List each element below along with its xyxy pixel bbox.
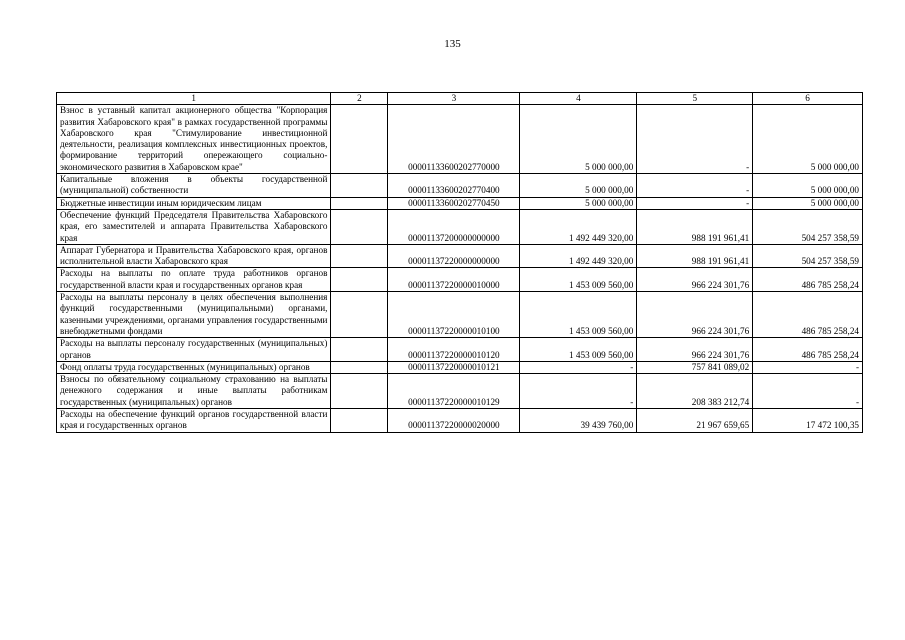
column-2-cell	[331, 197, 388, 209]
header-row	[57, 93, 863, 105]
table-row	[57, 174, 863, 198]
column-header-1: 1	[57, 93, 331, 105]
budget-code: 00001137220000010000	[388, 268, 520, 292]
value-col-5: 21 967 659,65	[637, 409, 753, 433]
value-col-5: 988 191 961,41	[637, 209, 753, 244]
column-2-cell	[331, 409, 388, 433]
column-header-5: 5	[637, 93, 753, 105]
value-col-4: 1 453 009 560,00	[520, 268, 637, 292]
value-col-4: 1 453 009 560,00	[520, 338, 637, 362]
item-name: Расходы на обеспечение функций органов государственной власти края и государственных органов	[57, 409, 331, 433]
budget-code: 00001137220000010121	[388, 361, 520, 373]
value-col-6: 504 257 358,59	[753, 209, 863, 244]
budget-code: 00001137220000010120	[388, 338, 520, 362]
value-col-4: 1 492 449 320,00	[520, 244, 637, 268]
table-row	[57, 374, 863, 409]
value-col-6: 17 472 100,35	[753, 409, 863, 433]
value-col-6: -	[753, 361, 863, 373]
column-2-cell	[331, 361, 388, 373]
column-header-2: 2	[331, 93, 388, 105]
budget-code: 00001137220000010100	[388, 292, 520, 338]
table-row	[57, 292, 863, 338]
table-row	[57, 105, 863, 174]
value-col-5: 966 224 301,76	[637, 268, 753, 292]
value-col-6: 486 785 258,24	[753, 338, 863, 362]
value-col-6: 504 257 358,59	[753, 244, 863, 268]
table-row	[57, 338, 863, 362]
value-col-6: 486 785 258,24	[753, 268, 863, 292]
table-row	[57, 197, 863, 209]
value-col-5: -	[637, 197, 753, 209]
item-name: Взнос в уставный капитал акционерного общества "Корпорация развития Хабаровского края" в рамках государственной программы Хабаровского края "Стимулирование инвестиционной деятельности, реализация комплексных инвестиционных проектов, формирование территорий опережающего социально-экономического развития в Хабаровском крае"	[57, 105, 331, 174]
item-name: Капитальные вложения в объекты государственной (муниципальной) собственности	[57, 174, 331, 198]
item-name: Аппарат Губернатора и Правительства Хабаровского края, органов исполнительной власти Хабаровского края	[57, 244, 331, 268]
value-col-6: 5 000 000,00	[753, 105, 863, 174]
value-col-4: 1 453 009 560,00	[520, 292, 637, 338]
value-col-5: -	[637, 105, 753, 174]
budget-code: 00001137220000010129	[388, 374, 520, 409]
item-name: Фонд оплаты труда государственных (муниципальных) органов	[57, 361, 331, 373]
item-name: Расходы на выплаты по оплате труда работников органов государственной власти края и государственных органов края	[57, 268, 331, 292]
column-header-4: 4	[520, 93, 637, 105]
column-2-cell	[331, 244, 388, 268]
value-col-6: 5 000 000,00	[753, 174, 863, 198]
value-col-4: -	[520, 374, 637, 409]
item-name: Расходы на выплаты персоналу в целях обеспечения выполнения функций государственными (муниципальными) органами, казенными учреждениями, органами управления государственными внебюджетными фондами	[57, 292, 331, 338]
value-col-5: -	[637, 174, 753, 198]
column-header-3: 3	[388, 93, 520, 105]
value-col-5: 988 191 961,41	[637, 244, 753, 268]
column-2-cell	[331, 268, 388, 292]
column-2-cell	[331, 292, 388, 338]
table-row	[57, 209, 863, 244]
value-col-5: 757 841 089,02	[637, 361, 753, 373]
column-2-cell	[331, 174, 388, 198]
value-col-4: 1 492 449 320,00	[520, 209, 637, 244]
column-2-cell	[331, 338, 388, 362]
item-name: Обеспечение функций Председателя Правительства Хабаровского края, его заместителей и аппарата Правительства Хабаровского края	[57, 209, 331, 244]
budget-code: 00001137220000020000	[388, 409, 520, 433]
value-col-4: 39 439 760,00	[520, 409, 637, 433]
value-col-4: 5 000 000,00	[520, 197, 637, 209]
value-col-4: -	[520, 361, 637, 373]
value-col-6: 486 785 258,24	[753, 292, 863, 338]
table-row	[57, 361, 863, 373]
budget-table	[56, 92, 863, 433]
value-col-4: 5 000 000,00	[520, 174, 637, 198]
item-name: Взносы по обязательному социальному страхованию на выплаты денежного содержания и иные выплаты работникам государственных (муниципальных) органов	[57, 374, 331, 409]
value-col-4: 5 000 000,00	[520, 105, 637, 174]
column-header-6: 6	[753, 93, 863, 105]
value-col-5: 966 224 301,76	[637, 292, 753, 338]
table-row	[57, 268, 863, 292]
value-col-6: 5 000 000,00	[753, 197, 863, 209]
table-row	[57, 244, 863, 268]
table-row	[57, 409, 863, 433]
item-name: Бюджетные инвестиции иным юридическим лицам	[57, 197, 331, 209]
budget-code: 00001137220000000000	[388, 244, 520, 268]
value-col-6: -	[753, 374, 863, 409]
budget-code: 00001133600202770000	[388, 105, 520, 174]
item-name: Расходы на выплаты персоналу государственных (муниципальных) органов	[57, 338, 331, 362]
column-2-cell	[331, 374, 388, 409]
budget-code: 00001133600202770400	[388, 174, 520, 198]
budget-code: 00001137200000000000	[388, 209, 520, 244]
budget-code: 00001133600202770450	[388, 197, 520, 209]
column-2-cell	[331, 105, 388, 174]
value-col-5: 208 383 212,74	[637, 374, 753, 409]
column-2-cell	[331, 209, 388, 244]
value-col-5: 966 224 301,76	[637, 338, 753, 362]
page-number: 135	[444, 38, 461, 50]
